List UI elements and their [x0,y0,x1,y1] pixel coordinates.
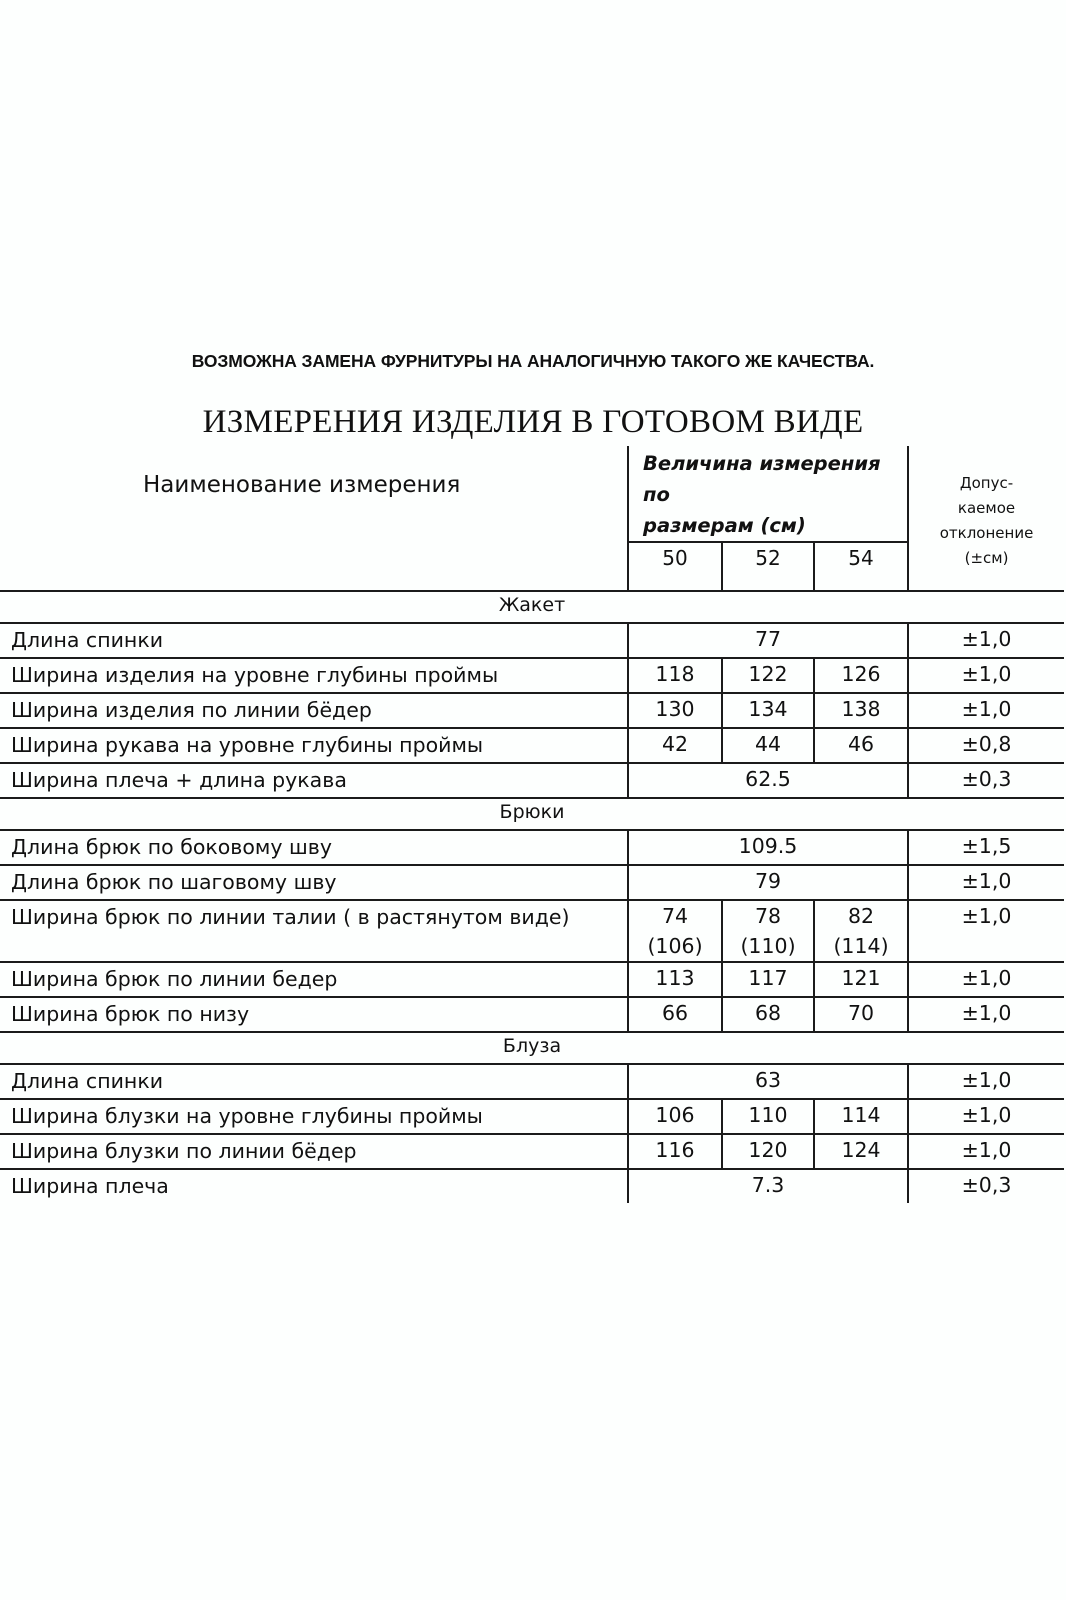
value-main: 130 [655,697,695,721]
size-54-value [814,728,908,763]
header-value-line2: размерам (см) [643,514,806,537]
value-main: 110 [748,1103,788,1127]
page-title: ИЗМЕРЕНИЯ ИЗДЕЛИЯ В ГОТОВОМ ВИДЕ [202,404,864,440]
measurement-name: Ширина блузки по линии бёдер [0,1134,628,1169]
measurement-name: Длина брюк по боковому шву [0,830,628,865]
value-main: 113 [655,966,695,990]
table-row [0,1169,1064,1203]
merged-value: 77 [628,623,908,658]
size-54-value [814,997,908,1032]
value-main: 46 [847,732,875,756]
table-row [0,1064,1064,1099]
tolerance-value: ±1,0 [908,1064,1064,1099]
table-row [0,830,1064,865]
table-row [0,623,1064,658]
section-row [0,591,1064,623]
size-54-value [814,693,908,728]
tolerance-value: ±0,3 [908,763,1064,798]
header-row [0,446,1064,542]
size-52-header: 52 [722,542,814,591]
value-main: 134 [748,697,788,721]
header-value-by-size [628,446,908,542]
size-50-value [628,997,722,1032]
size-50-header: 50 [628,542,722,591]
size-52-value [722,1134,814,1169]
header-tolerance-line4: (±см) [964,549,1009,567]
section-row [0,798,1064,830]
value-stretched: (110) [740,934,796,958]
table-row [0,658,1064,693]
size-54-header: 54 [814,542,908,591]
value-main: 116 [655,1138,695,1162]
size-50-value [628,1099,722,1134]
section-title: Блуза [0,1032,1064,1064]
size-50-value [628,1134,722,1169]
table-row [0,1134,1064,1169]
measurement-name: Ширина брюк по низу [0,997,628,1032]
table-row [0,997,1064,1032]
size-54-value [814,962,908,997]
measurement-name: Ширина плеча [0,1169,628,1203]
value-stretched: (114) [833,934,889,958]
measurement-name: Ширина брюк по линии бедер [0,962,628,997]
size-54-value [814,1134,908,1169]
tolerance-value: ±0,3 [908,1169,1064,1203]
table-row [0,865,1064,900]
size-52-value [722,658,814,693]
value-main: 118 [655,662,695,686]
size-52-value [722,962,814,997]
value-main: 74 [661,904,689,928]
value-main: 126 [841,662,881,686]
table-row [0,900,1064,962]
header-value-line1: Величина измерения по [643,452,881,506]
table-row [0,962,1064,997]
measurement-name: Длина брюк по шаговому шву [0,865,628,900]
size-54-value [814,1099,908,1134]
value-main: 121 [841,966,881,990]
tolerance-value: ±1,0 [908,865,1064,900]
table-row [0,693,1064,728]
value-stretched: (106) [647,934,703,958]
value-main: 42 [661,732,689,756]
size-52-value [722,1099,814,1134]
tolerance-value: ±1,0 [908,623,1064,658]
value-main: 138 [841,697,881,721]
size-50-value [628,728,722,763]
replacement-notice: ВОЗМОЖНА ЗАМЕНА ФУРНИТУРЫ НА АНАЛОГИЧНУЮ ТАКОГО ЖЕ КАЧЕСТВА. [191,351,875,371]
value-main: 82 [847,904,875,928]
merged-value: 79 [628,865,908,900]
header-measurement-name: Наименование измерения [143,472,461,498]
section-row [0,1032,1064,1064]
size-50-value [628,900,722,962]
size-52-value [722,997,814,1032]
tolerance-value: ±1,0 [908,1134,1064,1169]
tolerance-value: ±0,8 [908,728,1064,763]
merged-value: 109.5 [628,830,908,865]
measurement-name: Длина спинки [0,1064,628,1099]
measurement-name: Ширина рукава на уровне глубины проймы [0,728,628,763]
value-main: 124 [841,1138,881,1162]
size-54-value [814,658,908,693]
header-tolerance-line3: отклонение [939,524,1034,542]
value-main: 122 [748,662,788,686]
value-main: 68 [754,1001,782,1025]
measurement-name: Ширина плеча + длина рукава [0,763,628,798]
value-main: 114 [841,1103,881,1127]
merged-value: 62.5 [628,763,908,798]
value-main: 117 [748,966,788,990]
size-52-value [722,728,814,763]
value-main: 78 [754,904,782,928]
value-main: 70 [847,1001,875,1025]
measurement-name: Ширина брюк по линии талии ( в растянутом виде) [0,900,628,962]
measurement-name: Ширина изделия на уровне глубины проймы [0,658,628,693]
value-main: 106 [655,1103,695,1127]
merged-value: 63 [628,1064,908,1099]
measurement-name: Ширина блузки на уровне глубины проймы [0,1099,628,1134]
value-main: 44 [754,732,782,756]
table-row [0,728,1064,763]
section-title: Брюки [0,798,1064,830]
tolerance-value: ±1,0 [908,997,1064,1032]
table-row [0,763,1064,798]
size-52-value [722,693,814,728]
size-50-value [628,658,722,693]
size-54-value [814,900,908,962]
size-52-value [722,900,814,962]
measurement-name: Длина спинки [0,623,628,658]
tolerance-value: ±1,0 [908,693,1064,728]
merged-value: 7.3 [628,1169,908,1203]
tolerance-value: ±1,0 [908,962,1064,997]
measurements-table [0,446,1064,1203]
header-tolerance [908,446,1064,591]
tolerance-value: ±1,5 [908,830,1064,865]
measurement-name: Ширина изделия по линии бёдер [0,693,628,728]
header-tolerance-line2: каемое [957,499,1016,517]
size-50-value [628,693,722,728]
tolerance-value: ±1,0 [908,900,1064,962]
table-row [0,1099,1064,1134]
section-title: Жакет [0,591,1064,623]
header-tolerance-line1: Допус- [959,474,1014,492]
value-main: 120 [748,1138,788,1162]
tolerance-value: ±1,0 [908,1099,1064,1134]
value-main: 66 [661,1001,689,1025]
tolerance-value: ±1,0 [908,658,1064,693]
size-50-value [628,962,722,997]
